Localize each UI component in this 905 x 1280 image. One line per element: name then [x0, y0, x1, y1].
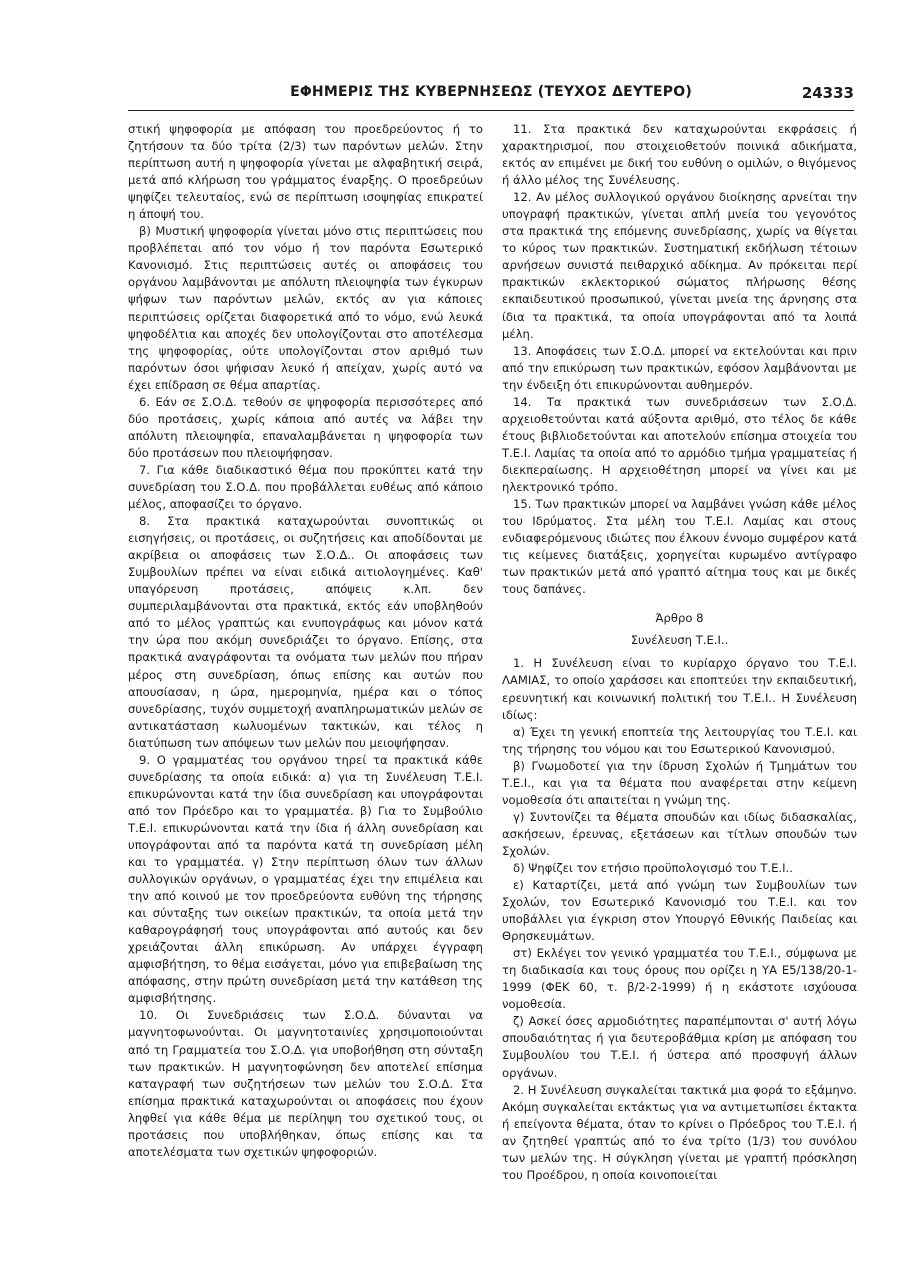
paragraph: α) Έχει τη γενική εποπτεία της λειτουργίας του Τ.Ε.Ι. και της τήρησης του νόμου και του Εσωτερικού Κανονισμού.	[502, 724, 857, 756]
paragraph: ε) Καταρτίζει, μετά από γνώμη των Συμβουλίων των Σχολών, τον Εσωτερικό Κανονισμό του Τ.Ε.Ι. και τον υποβάλλει για έγκριση στον Υπουργό Εθνικής Παιδείας και Θρησκευμάτων.	[502, 878, 857, 944]
page-header	[128, 84, 854, 111]
gazette-title: ΕΦΗΜΕΡΙΣ ΤΗΣ ΚΥΒΕΡΝΗΣΕΩΣ (ΤΕΥΧΟΣ ΔΕΥΤΕΡΟ)	[290, 84, 692, 100]
paragraph: 7. Για κάθε διαδικαστικό θέμα που προκύπτει κατά την συνεδρίαση του Σ.Ο.Δ. που προβάλλεται ευθέως από κάποιο μέλος, αποφασίζει το όργανο.	[128, 462, 483, 512]
paragraph: 2. Η Συνέλευση συγκαλείται τακτικά μια φορά το εξάμηνο. Ακόμη συγκαλείται εκτάκτως για να αντιμετωπίσει έκτακτα ή επείγοντα θέματα, όταν το κρίνει ο Πρόεδρος του Τ.Ε.Ι. ή αν ζητηθεί γραπτώς από το ένα τρίτο (1/3) του συνόλου των μελών της. Η σύγκληση γίνεται με γραπτή πρόσκληση του Προέδρου, η οποία κοινοποιείται	[502, 1082, 857, 1182]
page-number: 24333	[801, 84, 854, 102]
paragraph: ζ) Ασκεί όσες αρμοδιότητες παραπέμπονται σ' αυτή λόγω σπουδαιότητας ή για δευτεροβάθμια κρίση με απόφαση του Συμβουλίου του Τ.Ε.Ι. ή ύστερα από προσφυγή άλλων οργάνων.	[502, 1014, 857, 1080]
paragraph: β) Μυστική ψηφοφορία γίνεται μόνο στις περιπτώσεις που προβλέπεται από τον νόμο ή τον παρόντα Εσωτερικό Κανονισμό. Στις περιπτώσεις αυτές οι αποφάσεις του οργάνου λαμβάνονται με απόλυτη πλειοψηφία των έγκυρων ψήφων των παρόντων μελών, εκτός αν για κάποιες περιπτώσεις ορίζεται διαφορετικά από το νόμο, ενώ λευκά ψηφοδέλτια και αποχές δεν υπολογίζονται στο αποτέλεσμα της ψηφοφορίας, ούτε υπολογίζονται στον αριθμό των παρόντων όσοι ψήφισαν λευκό ή απείχαν, χωρίς αυτό να έχει επίδραση σε θέμα απαρτίας.	[128, 224, 483, 392]
paragraph: 9. Ο γραμματέας του οργάνου τηρεί τα πρακτικά κάθε συνεδρίασης τα οποία ειδικά: α) για τη Συνέλευση Τ.Ε.Ι. επικυρώνονται κατά την ίδια συνεδρίαση και υπογράφονται από τον Πρόεδρο και το γραμματέα. β) Για το Συμβούλιο Τ.Ε.Ι. επικυρώνονται κατά την ίδια ή άλλη συνεδρίαση και υπογράφονται από τα παρόντα κατά τη συνεδρίαση μέλη και το γραμματέα. γ) Στην περίπτωση όλων των άλλων συλλογικών οργάνων, ο γραμματέας έχει την επιμέλεια και την από κοινού με τον προεδρεύοντα ευθύνη της τήρησης και σύνταξης των οικείων πρακτικών, τα οποία μετά την καθαρογράφησή τους υπογράφονται από αυτούς και δεν χρειάζονται άλλη επικύρωση. Αν υπάρχει έγγραφη αμφισβήτηση, το θέμα εισάγεται, μόνο για επιβεβαίωση της απόφασης, στην πρώτη συνεδρίαση μετά την κατάθεση της αμφισβήτησης.	[128, 752, 483, 1006]
paragraph: β) Γνωμοδοτεί για την ίδρυση Σχολών ή Τμημάτων του Τ.Ε.Ι., και για τα θέματα που αναφέρεται στην κείμενη νομοθεσία ότι απαιτείται η γνώμη της.	[502, 758, 857, 807]
paragraph: 15. Των πρακτικών μπορεί να λαμβάνει γνώση κάθε μέλος του Ιδρύματος. Στα μέλη του Τ.Ε.Ι. Λαμίας και στους ενδιαφερόμενους ιδιώτες που έλκουν έννομο συμφέρον κατά τις κείμενες διατάξεις, χορηγείται κυρωμένο αντίγραφο των πρακτικών μετά από γραπτό αίτημα τους και με δικές τους δαπάνες.	[502, 497, 857, 597]
paragraph: 8. Στα πρακτικά καταχωρούνται συνοπτικώς οι εισηγήσεις, οι προτάσεις, οι συζητήσεις και αποδίδονται με ακρίβεια οι αποφάσεις των Σ.Ο.Δ.. Οι αποφάσεις των Συμβουλίων πρέπει να είναι ειδικά αιτιολογημένες. Καθ' υπαγόρευση προτάσεις, απόψεις κ.λπ. δεν συμπεριλαμβάνονται στα πρακτικά, εκτός εάν υποβληθούν από το μέλος γραπτώς και ενυπογράφως και μόνον κατά την ώρα που ακόμη συνεδριάζει το όργανο. Επίσης, στα πρακτικά αναγράφονται τα ονόματα των μελών που πήραν μέρος στη συνεδρίαση, όπως επίσης και αυτών που απουσίασαν, η ώρα, ημερομηνία, ημέρα και ο τόπος συνεδρίασης, τυχόν συμμετοχή αναπληρωματικών μελών σε αντικατάσταση κωλυομένων τακτικών, και τέλος η διατύπωση των απόψεων των μελών που μειοψήφησαν.	[128, 514, 483, 750]
article-title: Συνέλευση Τ.Ε.Ι..	[630, 633, 729, 648]
paragraph: 1. Η Συνέλευση είναι το κυρίαρχο όργανο του Τ.Ε.Ι. ΛΑΜΙΑΣ, το οποίο χαράσσει και εποπτεύει την εκπαιδευτική, ερευνητική και κοινωνική πολιτική του Τ.Ε.Ι.. Η Συνέλευση ιδίως:	[502, 656, 857, 722]
paragraph: 10. Οι Συνεδριάσεις των Σ.Ο.Δ. δύνανται να μαγνητοφωνούνται. Οι μαγνητοταινίες χρησιμοποιούνται από τη Γραμματεία του Σ.Ο.Δ. για υποβοήθηση στη σύνταξη των πρακτικών. Η μαγνητοφώνηση δεν αποτελεί επίσημα καταγραφή των συζητήσεων των μελών του Σ.Ο.Δ. Στα επίσημα πρακτικά καταχωρούνται οι αποφάσεις που έχουν ληφθεί για κάθε θέμα με περίληψη του σχετικού τους, οι προτάσεις που υποβλήθηκαν, όπως επίσης και τα αποτελέσματα των σχετικών ψηφοφοριών.	[128, 1008, 483, 1159]
paragraph: 6. Εάν σε Σ.Ο.Δ. τεθούν σε ψηφοφορία περισσότερες από δύο προτάσεις, χωρίς κάποια από αυτές να λάβει την απόλυτη πλειοψηφία, επαναλαμβάνεται η ψηφοφορία των δύο προτάσεων που πλειοψήφησαν.	[128, 394, 483, 460]
paragraph: γ) Συντονίζει τα θέματα σπουδών και ιδίως διδασκαλίας, ασκήσεων, έρευνας, εξετάσεων και τίτλων σπουδών των Σχολών.	[502, 809, 857, 858]
paragraph: στ) Εκλέγει τον γενικό γραμματέα του Τ.Ε.Ι., σύμφωνα με τη διαδικασία και τους όρους που ορίζει η ΥΑ Ε5/138/20-1-1999 (ΦΕΚ 60, τ. β/2-2-1999) ή η εκάστοτε ισχύουσα νομοθεσία.	[502, 946, 857, 1012]
paragraph: στική ψηφοφορία με απόφαση του προεδρεύοντος ή το ζητήσουν τα δύο τρίτα (2/3) των παρόντων μελών. Στην περίπτωση αυτή η ψηφοφορία γίνεται με αλφαβητική σειρά, μετά από κλήρωση του γράμματος έναρξης. Ο προεδρεύων ψηφίζει τελευταίος, ενώ σε περίπτωση ισοψηφίας επικρατεί η άποψή του.	[128, 122, 483, 222]
article-number: Άρθρο 8	[655, 611, 704, 626]
paragraph: δ) Ψηφίζει τον ετήσιο προϋπολογισμό του Τ.Ε.Ι..	[513, 860, 793, 875]
paragraph: 13. Αποφάσεις των Σ.Ο.Δ. μπορεί να εκτελούνται και πριν από την επικύρωση των πρακτικών, εφόσον λαμβάνονται με την ένδειξη ότι επικυρώνονται αυθημερόν.	[502, 343, 857, 392]
paragraph: 14. Τα πρακτικά των συνεδριάσεων των Σ.Ο.Δ. αρχειοθετούνται κατά αύξοντα αριθμό, στο τέλος δε κάθε έτους βιβλιοδετούνται και αποτελούν επίσημα στοιχεία του Τ.Ε.Ι. Λαμίας τα οποία από το αρμόδιο τμήμα γραμματείας ή διεκπεραίωσης. Η αρχειοθέτηση μπορεί να γίνει και με ηλεκτρονικό τρόπο.	[502, 394, 857, 494]
left-column	[128, 121, 483, 1161]
paragraph: 12. Αν μέλος συλλογικού οργάνου διοίκησης αρνείται την υπογραφή πρακτικών, γίνεται απλή μνεία του γεγονότος στα πρακτικά της επόμενης συνεδρίασης, χωρίς να θίγεται το κύρος των πρακτικών. Συστηματική εκδήλωση τέτοιων αρνήσεων συνιστά πειθαρχικό αδίκημα. Αν πρόκειται περί πρακτικών εκλεκτορικού σώματος πλήρωσης θέσης εκπαιδευτικού προσωπικού, γίνεται μνεία της άρνησης στα ίδια τα πρακτικά, τα οποία υπογράφονται από τα λοιπά μέλη.	[502, 190, 857, 341]
paragraph: 11. Στα πρακτικά δεν καταχωρούνται εκφράσεις ή χαρακτηρισμοί, που στοιχειοθετούν ποινικά αδικήματα, εκτός αν επιμένει με δική του ευθύνη ο ομιλών, ο θιγόμενος ή άλλο μέλος της Συνέλευσης.	[502, 122, 857, 188]
right-column	[502, 121, 857, 1184]
